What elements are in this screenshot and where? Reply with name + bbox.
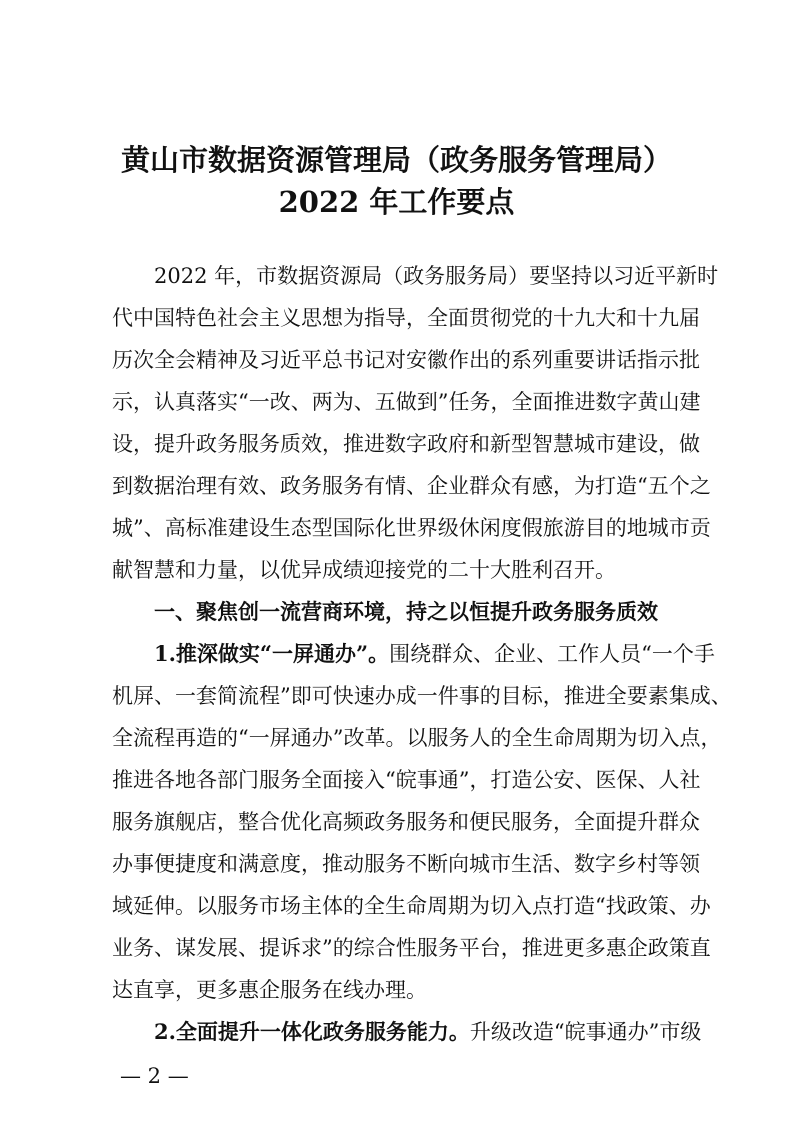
item2-first-rest: 升级改造“皖事通办”市级 [469, 1020, 702, 1044]
document-title-line-2: 2022 年工作要点 [278, 185, 515, 219]
intro-line: 示，认真落实“一改、两为、五做到”任务，全面推进数字黄山建 [112, 390, 701, 414]
item1-first-rest: 围绕群众、企业、工作人员“一个手 [389, 642, 715, 666]
section-heading: 一、聚焦创一流营商环境，持之以恒提升政务服务质效 [154, 599, 658, 624]
item1-line: 达直享，更多惠企服务在线办理。 [112, 978, 427, 1002]
intro-line: 献智慧和力量，以优异成绩迎接党的二十大胜利召开。 [112, 558, 616, 582]
item2-first-line [154, 1018, 702, 1046]
page-number: — 2 — [120, 1064, 189, 1088]
item1-line: 域延伸。以服务市场主体的全生命周期为切入点打造“找政策、办 [112, 894, 711, 918]
item1-line: 业务、谋发展、提诉求”的综合性服务平台，推进更多惠企政策直 [112, 936, 711, 960]
item1-first-line [154, 640, 715, 668]
item1-line: 推进各地各部门服务全面接入“皖事通”，打造公安、医保、人社 [112, 768, 701, 792]
item1-line: 全流程再造的“一屏通办”改革。以服务人的全生命周期为切入点， [112, 726, 722, 750]
item1-line: 服务旗舰店，整合优化高频政务服务和便民服务，全面提升群众 [112, 810, 700, 834]
intro-line: 历次全会精神及习近平总书记对安徽作出的系列重要讲话指示批 [112, 348, 700, 372]
intro-line: 到数据治理有效、政务服务有情、企业群众有感，为打造“五个之 [112, 474, 711, 498]
item1-bold-lead: 1.推深做实“一屏通办”。 [154, 641, 390, 666]
intro-line: 设，提升政务服务质效，推进数字政府和新型智慧城市建设，做 [112, 432, 700, 456]
intro-line: 代中国特色社会主义思想为指导，全面贯彻党的十九大和十九届 [112, 306, 700, 330]
intro-line: 城”、高标准建设生态型国际化世界级休闲度假旅游目的地城市贡 [112, 516, 711, 540]
item2-bold-lead: 2.全面提升一体化政务服务能力。 [154, 1019, 470, 1044]
document-title-line-1: 黄山市数据资源管理局（政务服务管理局） [120, 143, 672, 177]
intro-line: 2022 年，市数据资源局（政务服务局）要坚持以习近平新时 [154, 264, 719, 288]
item1-line: 机屏、一套简流程”即可快速办成一件事的目标，推进全要素集成、 [112, 684, 732, 708]
item1-line: 办事便捷度和满意度，推动服务不断向城市生活、数字乡村等领 [112, 852, 700, 876]
